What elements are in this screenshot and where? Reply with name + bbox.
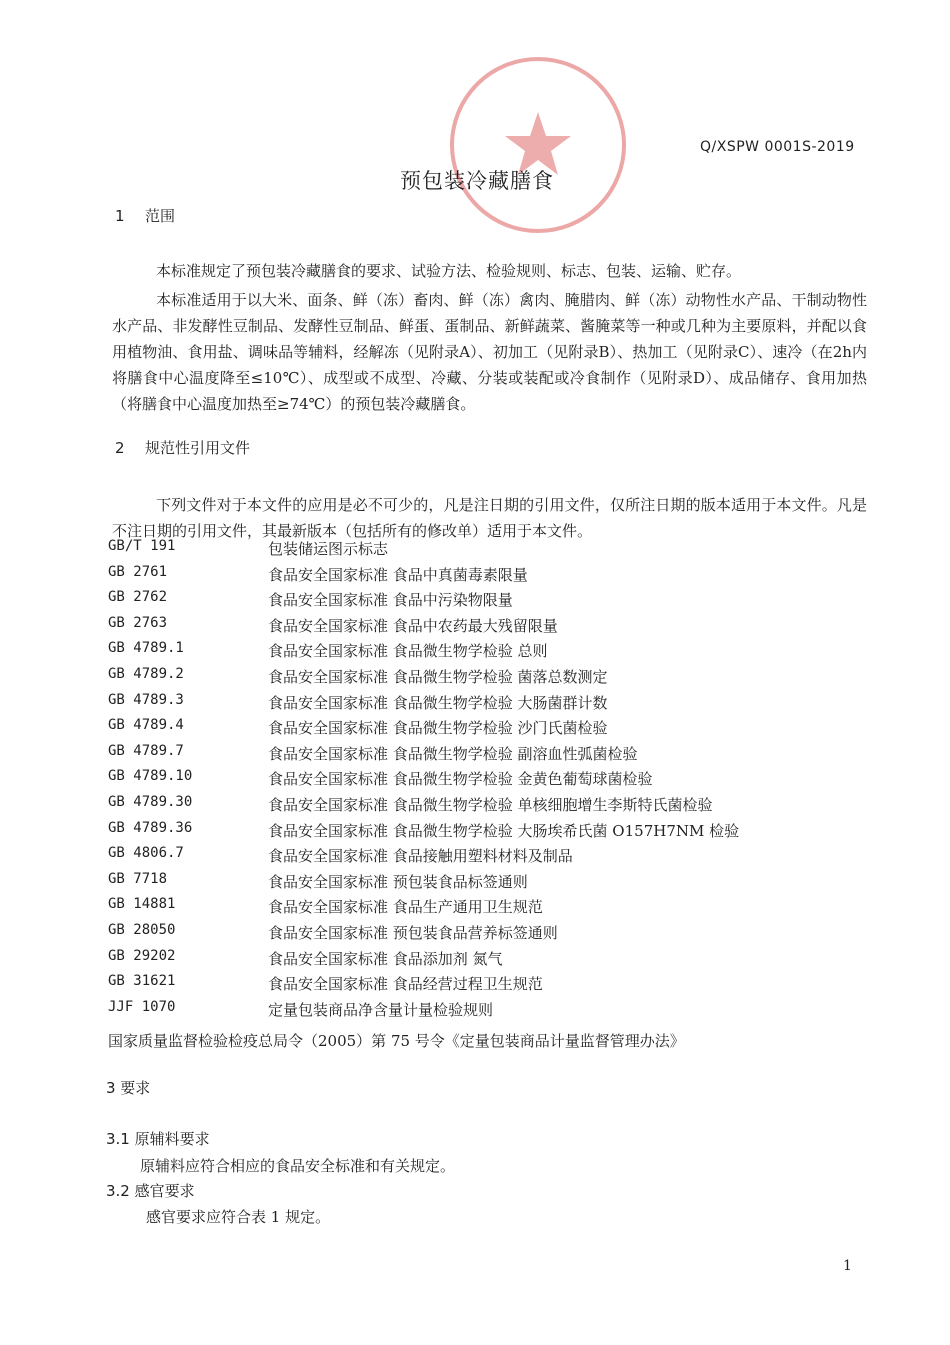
reference-code: GB 7718 [108, 870, 168, 887]
reference-code: GB 31621 [108, 973, 176, 990]
reference-code: GB/T 191 [108, 538, 176, 554]
reference-code: JJF 1070 [108, 998, 176, 1015]
reference-title: 食品安全国家标准 食品微生物学检验 沙门氏菌检验 [268, 719, 608, 738]
document-title: 预包装冷藏膳食 [400, 169, 554, 193]
section-1-para-1: 本标准规定了预包装冷藏膳食的要求、试验方法、检验规则、标志、包装、运输、贮存。 [156, 262, 742, 280]
reference-code: GB 14881 [108, 896, 176, 913]
reference-title: 食品安全国家标准 食品经营过程卫生规范 [268, 975, 543, 994]
reference-code: GB 28050 [108, 922, 176, 938]
section-3-heading: 3 要求 [106, 1079, 151, 1097]
section-3-1-heading: 3.1 原辅料要求 [106, 1130, 210, 1148]
reference-title: 食品安全国家标准 食品微生物学检验 金黄色葡萄球菌检验 [268, 770, 653, 789]
section-3-2-heading: 3.2 感官要求 [106, 1182, 195, 1200]
reference-code: GB 4789.3 [108, 691, 184, 708]
decree-reference: 国家质量监督检验检疫总局令（2005）第 75 号令《定量包装商品计量监督管理办法》 [108, 1032, 685, 1050]
reference-title: 包装储运图示标志 [268, 540, 389, 558]
section-1-heading [115, 205, 175, 226]
reference-title: 食品安全国家标准 预包装食品标签通则 [268, 872, 528, 891]
reference-title: 定量包装商品净含量计量检验规则 [268, 1000, 494, 1019]
section-3-1-text: 原辅料应符合相应的食品安全标准和有关规定。 [140, 1157, 456, 1175]
reference-code: GB 2761 [108, 563, 168, 580]
reference-code: GB 2762 [108, 589, 168, 606]
section-1-number: 1 [115, 207, 125, 225]
section-1-para-2: 本标准适用于以大米、面条、鲜（冻）畜肉、鲜（冻）禽肉、腌腊肉、鲜（冻）动物性水产品、干制动物性水产品、非发酵性豆制品、发酵性豆制品、鲜蛋、蛋制品、新鲜蔬菜、酱腌菜等一种或几种为主要原料，并配以食用植物油、食用盐、调味品等辅料，经解冻（见附录A）、初加工（见附录B）、热加工（见附录C）、速冷（在2h内将膳食中心温度降至≤10℃）、成型或不成型、冷藏、分装或装配或冷食制作（见附录D）、成品储存、食用加热（将膳食中心温度加热至≥74℃）的预包装冷藏膳食。 [112, 291, 867, 413]
company-seal [443, 50, 633, 240]
reference-code: GB 4789.10 [108, 768, 193, 785]
reference-title: 食品安全国家标准 食品微生物学检验 副溶血性弧菌检验 [268, 744, 638, 763]
reference-title: 食品安全国家标准 食品微生物学检验 大肠菌群计数 [268, 693, 608, 712]
reference-code: GB 4789.2 [108, 666, 184, 682]
reference-title: 食品安全国家标准 食品中真菌毒素限量 [268, 565, 528, 584]
reference-title: 食品安全国家标准 食品生产通用卫生规范 [268, 898, 543, 917]
reference-code: GB 4806.7 [108, 845, 184, 862]
reference-title: 食品安全国家标准 食品中污染物限量 [268, 591, 513, 610]
reference-title: 食品安全国家标准 食品微生物学检验 单核细胞增生李斯特氏菌检验 [268, 796, 713, 814]
reference-title: 食品安全国家标准 食品中农药最大残留限量 [268, 616, 558, 635]
reference-code: GB 4789.36 [108, 819, 193, 836]
reference-code: GB 4789.4 [108, 717, 184, 734]
reference-title: 食品安全国家标准 食品微生物学检验 总则 [268, 642, 548, 661]
reference-code: GB 29202 [108, 947, 176, 964]
reference-code: GB 4789.7 [108, 742, 184, 759]
reference-title: 食品安全国家标准 预包装食品营养标签通则 [268, 924, 558, 942]
reference-title: 食品安全国家标准 食品微生物学检验 大肠埃希氏菌 O157H7NM 检验 [268, 821, 740, 840]
reference-code: GB 4789.1 [108, 640, 184, 657]
section-2-title: 规范性引用文件 [145, 439, 251, 457]
reference-code: GB 4789.30 [108, 794, 193, 810]
document-code: Q/XSPW 0001S-2019 [700, 139, 855, 155]
reference-title: 食品安全国家标准 食品微生物学检验 菌落总数测定 [268, 668, 608, 686]
reference-code: GB 2763 [108, 614, 168, 631]
section-2-intro: 下列文件对于本文件的应用是必不可少的，凡是注日期的引用文件，仅所注日期的版本适用于本文件。凡是不注日期的引用文件，其最新版本（包括所有的修改单）适用于本文件。 [112, 496, 867, 540]
section-2-heading [115, 437, 250, 458]
page-number: 1 [843, 1258, 852, 1274]
section-2-number: 2 [115, 439, 125, 457]
reference-title: 食品安全国家标准 食品添加剂 氮气 [268, 949, 503, 968]
section-3-2-text: 感官要求应符合表 1 规定。 [146, 1208, 331, 1226]
section-1-title: 范围 [145, 207, 176, 225]
reference-title: 食品安全国家标准 食品接触用塑料材料及制品 [268, 847, 573, 866]
